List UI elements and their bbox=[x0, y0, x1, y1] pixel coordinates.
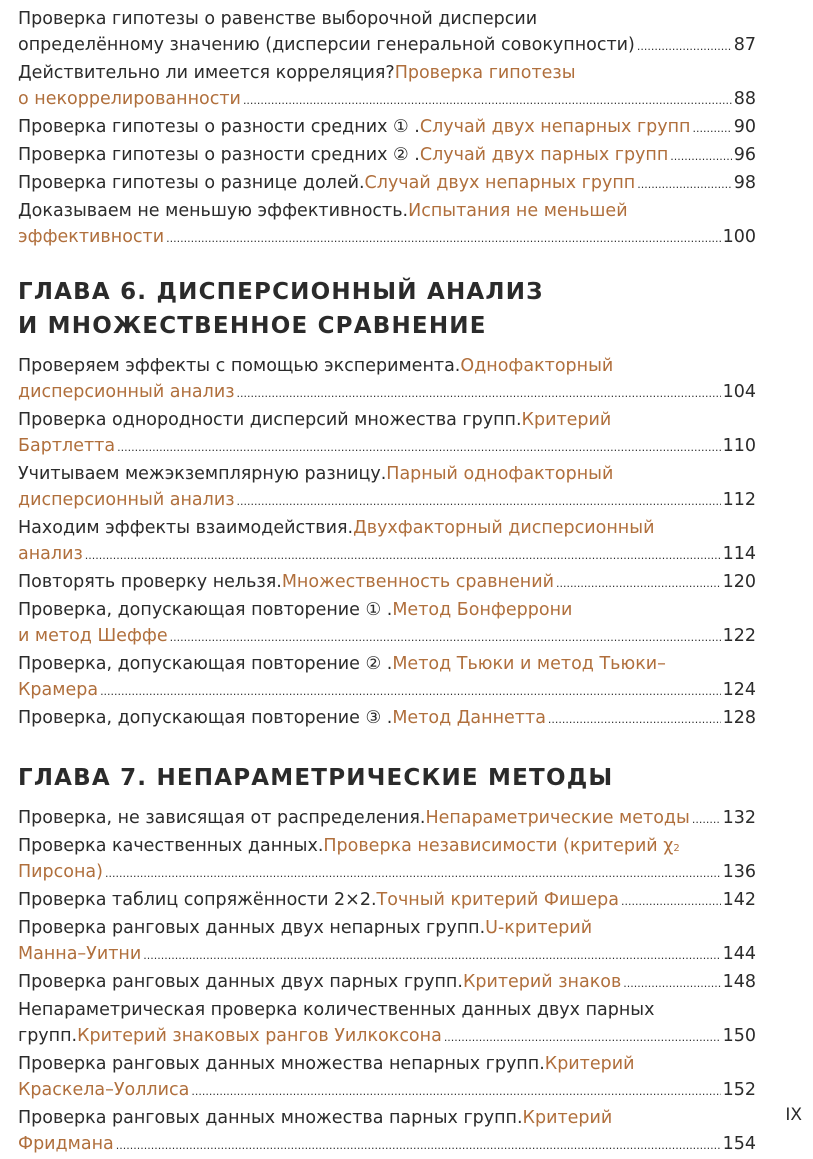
page-number: 100 bbox=[722, 227, 756, 247]
entry-text: Проверка, допускающая повторение ③ . bbox=[18, 708, 393, 728]
entry-topic: Парный однофакторный bbox=[386, 464, 614, 484]
leader-dots bbox=[116, 1131, 721, 1159]
leader-dots bbox=[548, 705, 721, 733]
entry-topic: Двухфакторный дисперсионный bbox=[353, 518, 655, 538]
page-number: 110 bbox=[722, 436, 756, 456]
page-number: 154 bbox=[722, 1134, 756, 1154]
toc-entry bbox=[18, 969, 756, 997]
page-number: 132 bbox=[722, 808, 756, 828]
entry-topic: Проверка гипотезы bbox=[394, 63, 576, 83]
entry-text: Проверка, допускающая повторение ① . bbox=[18, 600, 393, 620]
leader-dots bbox=[100, 677, 721, 705]
page-number: 120 bbox=[722, 572, 756, 592]
toc-entry bbox=[18, 6, 756, 60]
entry-text: Доказываем не меньшую эффективность. bbox=[18, 201, 409, 221]
page-number: 90 bbox=[733, 117, 756, 137]
entry-text: групп. bbox=[18, 1026, 78, 1046]
entry-text: Проверка гипотезы о разности средних ① . bbox=[18, 117, 420, 137]
leader-dots bbox=[623, 969, 720, 997]
entry-topic: Множественность сравнений bbox=[281, 572, 554, 592]
entry-topic: и метод Шеффе bbox=[18, 626, 168, 646]
entry-topic: Фридмана bbox=[18, 1134, 114, 1154]
entry-text: Действительно ли имеется корреляция? bbox=[18, 63, 395, 83]
toc-entry bbox=[18, 997, 756, 1051]
leader-dots bbox=[692, 805, 721, 833]
toc-entry: Проверка качественных данных. Проверка независимости (критерий χ 2 Пирсона) ..... 136 bbox=[18, 833, 756, 887]
leader-dots bbox=[117, 433, 720, 461]
entry-topic: Случай двух непарных групп bbox=[419, 117, 691, 137]
entry-topic: Критерий bbox=[544, 1054, 635, 1074]
toc-entry bbox=[18, 114, 756, 142]
chapter-title-line: И МНОЖЕСТВЕННОЕ СРАВНЕНИЕ bbox=[18, 313, 487, 339]
entry-text: Повторять проверку нельзя. bbox=[18, 572, 282, 592]
entry-topic: Однофакторный bbox=[460, 356, 614, 376]
table-of-contents bbox=[18, 6, 756, 1159]
entry-text: Проверяем эффекты с помощью эксперимента. bbox=[18, 356, 461, 376]
entry-topic: U-критерий bbox=[485, 918, 593, 938]
entry-text: Находим эффекты взаимодействия. bbox=[18, 518, 354, 538]
toc-entry bbox=[18, 60, 756, 114]
toc-entry bbox=[18, 887, 756, 915]
entry-text: Проверка, допускающая повторение ② . bbox=[18, 654, 393, 674]
entry-topic: Критерий знаковых рангов Уилкоксона bbox=[77, 1026, 442, 1046]
toc-entry bbox=[18, 569, 756, 597]
entry-topic: Случай двух непарных групп bbox=[364, 173, 636, 193]
entry-text: Проверка гипотезы о разности средних ② . bbox=[18, 145, 420, 165]
toc-entry bbox=[18, 407, 756, 461]
entry-topic: Краскела–Уоллиса bbox=[18, 1080, 190, 1100]
toc-entry bbox=[18, 515, 756, 569]
leader-dots bbox=[637, 32, 732, 60]
page-number: 150 bbox=[722, 1026, 756, 1046]
entry-text: Проверка, не зависящая от распределения. bbox=[18, 808, 426, 828]
entry-topic: Точный критерий Фишера bbox=[376, 890, 619, 910]
entry-topic: Проверка независимости (критерий χ bbox=[323, 836, 674, 856]
entry-text: Проверка ранговых данных двух парных групп. bbox=[18, 972, 463, 992]
toc-entry bbox=[18, 597, 756, 651]
leader-dots bbox=[693, 114, 732, 142]
entry-text: Проверка таблиц сопряжённости 2×2. bbox=[18, 890, 377, 910]
toc-entry bbox=[18, 461, 756, 515]
toc-entry bbox=[18, 705, 756, 733]
entry-topic: Манна–Уитни bbox=[18, 944, 142, 964]
toc-entry bbox=[18, 651, 756, 705]
leader-dots bbox=[170, 623, 721, 651]
leader-dots bbox=[621, 887, 721, 915]
entry-topic: Метод Бонферрони bbox=[392, 600, 573, 620]
page-number: 148 bbox=[722, 972, 756, 992]
page-number: 87 bbox=[733, 35, 756, 55]
leader-dots bbox=[85, 541, 721, 569]
chapter-title-line: ГЛАВА 6. ДИСПЕРСИОННЫЙ АНАЛИЗ bbox=[18, 279, 544, 305]
entry-text: Учитываем межэкземплярную разницу. bbox=[18, 464, 387, 484]
entry-topic: Пирсона) bbox=[18, 862, 103, 882]
entry-topic: Непараметрические методы bbox=[425, 808, 690, 828]
page-number: 98 bbox=[733, 173, 756, 193]
leader-dots bbox=[143, 941, 720, 969]
leader-dots bbox=[444, 1023, 721, 1051]
page-number: 128 bbox=[722, 708, 756, 728]
toc-entry bbox=[18, 170, 756, 198]
leader-dots bbox=[556, 569, 721, 597]
entry-topic: Критерий bbox=[521, 410, 612, 430]
entry-text: Проверка гипотезы о равенстве выборочной дисперсии bbox=[18, 9, 538, 29]
chapter-title-line: ГЛАВА 7. НЕПАРАМЕТРИЧЕСКИЕ МЕТОДЫ bbox=[18, 765, 614, 791]
page-number: 124 bbox=[722, 680, 756, 700]
toc-entry bbox=[18, 805, 756, 833]
entry-text: Проверка качественных данных. bbox=[18, 836, 324, 856]
toc-entry bbox=[18, 1051, 756, 1105]
toc-entry bbox=[18, 198, 756, 252]
entry-text: Непараметрическая проверка количественных данных двух парных bbox=[18, 1000, 655, 1020]
entry-topic: о некоррелированности bbox=[18, 89, 241, 109]
entry-topic: Бартлетта bbox=[18, 436, 116, 456]
leader-dots bbox=[191, 1077, 720, 1105]
page-number: 114 bbox=[722, 544, 756, 564]
page-number: 88 bbox=[733, 89, 756, 109]
leader-dots bbox=[670, 142, 731, 170]
entry-topic: Критерий знаков bbox=[462, 972, 622, 992]
entry-topic: эффективности bbox=[18, 227, 165, 247]
leader-dots bbox=[166, 224, 721, 252]
leader-dots bbox=[237, 379, 721, 407]
entry-topic: Испытания не меньшей bbox=[408, 201, 628, 221]
page-number: 122 bbox=[722, 626, 756, 646]
entry-topic: дисперсионный анализ bbox=[18, 382, 235, 402]
leader-dots bbox=[243, 86, 732, 114]
entry-topic: анализ bbox=[18, 544, 83, 564]
leader-dots bbox=[237, 487, 721, 515]
page-number: 142 bbox=[722, 890, 756, 910]
toc-entry bbox=[18, 353, 756, 407]
page-number: 104 bbox=[722, 382, 756, 402]
entry-text: Проверка ранговых данных множества непарных групп. bbox=[18, 1054, 545, 1074]
entry-topic: Метод Тьюки и метод Тьюки– bbox=[392, 654, 666, 674]
page-number: 112 bbox=[722, 490, 756, 510]
leader-dots bbox=[637, 170, 732, 198]
toc-entry bbox=[18, 1105, 756, 1159]
page-number: 96 bbox=[733, 145, 756, 165]
toc-entry bbox=[18, 142, 756, 170]
page-folio: IX bbox=[785, 1105, 802, 1125]
page-number: 144 bbox=[722, 944, 756, 964]
toc-entry bbox=[18, 915, 756, 969]
entry-topic: Случай двух парных групп bbox=[419, 145, 669, 165]
page-number: 152 bbox=[722, 1080, 756, 1100]
chapter-heading bbox=[18, 761, 756, 795]
entry-topic: Крамера bbox=[18, 680, 99, 700]
entry-topic: Метод Даннетта bbox=[392, 708, 546, 728]
entry-text: определённому значению (дисперсии генеральной совокупности) bbox=[18, 35, 635, 55]
entry-topic: Критерий bbox=[522, 1108, 613, 1128]
entry-topic: дисперсионный анализ bbox=[18, 490, 235, 510]
entry-text: Проверка однородности дисперсий множества групп. bbox=[18, 410, 522, 430]
entry-text: Проверка гипотезы о разнице долей. bbox=[18, 173, 365, 193]
leader-dots bbox=[105, 859, 721, 887]
entry-text: Проверка ранговых данных двух непарных групп. bbox=[18, 918, 486, 938]
chapter-heading bbox=[18, 275, 756, 343]
page-number: 136 bbox=[722, 862, 756, 882]
entry-text: Проверка ранговых данных множества парных групп. bbox=[18, 1108, 523, 1128]
